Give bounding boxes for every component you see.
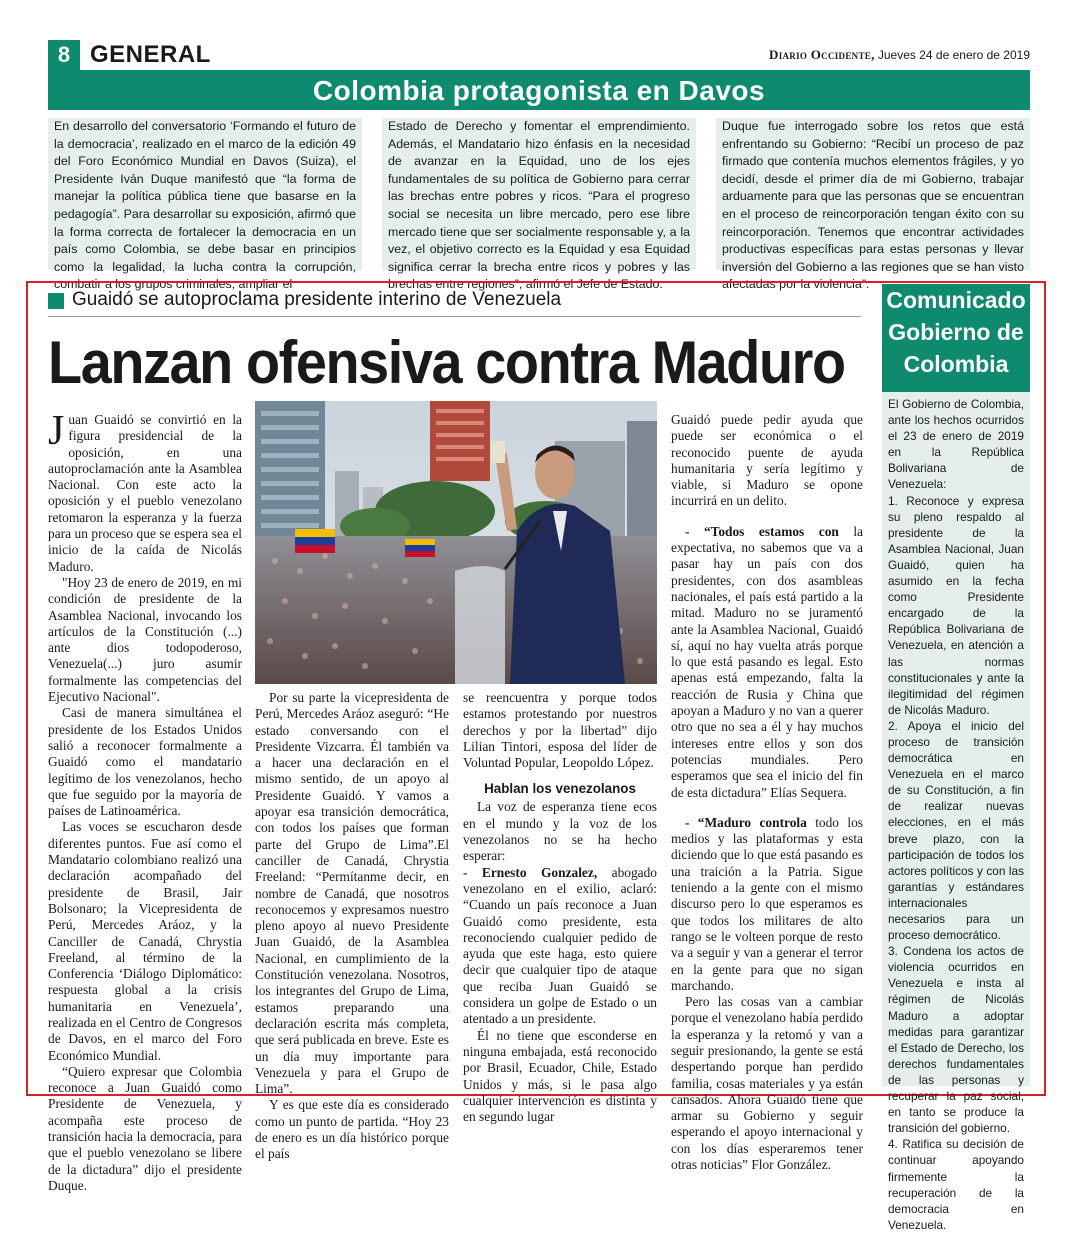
sidebar-title: Comunicado Gobierno de Colombia (882, 284, 1030, 392)
paragraph: - “Maduro controla todo los medios y las plataformas y esta diciendo que lo que está pasando es una traición a la Patria. Sigue teniendo a la gente con el mismo discurso pero lo que esperamos es que todos los militares de alto rango se le volteen porque de resto va a seguir y van a generar el terror en la gente para que no sigan marchando. (671, 814, 863, 993)
paragraph: Pero las cosas van a cambiar porque el venezolano había perdido la esperanza y la retomó y van a seguir presionando, la gente se está despertando porque han perdido familia, cosas materiales y ya están cansados. Ahora Guaidó tiene que armar su Gobierno y seguir esperando el apoyo internacional y con los días esperaremos tener otras noticias” Flor González. (671, 994, 863, 1173)
paragraph: se reencuentra y porque todos estamos protestando por nuestros derechos y por la libertad” dijo Lilian Tintori, esposa del líder de Voluntad Popular, Leopoldo López. (463, 690, 657, 771)
paragraph: - Ernesto Gonzalez, abogado venezolano en el exilio, aclaró: “Cuando un país reconoce a Juan Guaidó como presidente, esta reconociendo cualquier pedido de ayuda que este haga, esto quiere decir que cualquier tipo de ataque que reciba Juan Guaidó se considera un golpe de Estado o un atentado a un presidente. (463, 864, 657, 1027)
story-column-1 (48, 408, 242, 1193)
sidebar-item: 1. Reconoce y expresa su pleno respaldo al presidente de la Asamblea Nacional, Juan Guaidó, quien ha asumido en la fecha como Presidente encargado de la República Bolivariana de Venezuela, en atención a las normas constitucionales y ante la ilegitimidad del régimen de Nicolás Maduro. (888, 493, 1024, 717)
top-story-column-3: Duque fue interrogado sobre los retos que está enfrentando su Gobierno: “Recibí un proceso de paz firmado que contenía muchos elementos frágiles, y yo decidí, desde el primer día de mi Gobierno, trabajar arduamente para que las personas que se encuentran en el proceso de reincorporación tengan éxito con su reincorporación. Tenemos que encontrar actividades productivas específicas para estas personas y llevar inversión del Gobierno a las regiones que se han visto afectadas por la violencia”. (716, 118, 1030, 270)
sidebar-item: 4. Ratifica su decisión de continuar apoyando firmemente la recuperación de la democracia en Venezuela. (888, 1137, 1024, 1232)
sidebar-item: 3. Condena los actos de violencia ocurridos en Venezuela e insta al régimen de Nicolás Maduro a adoptar medidas para garantizar el Estado de Derecho, los derechos fundamentales de las personas y recuperar la paz social, en tanto se produce la transición del gobierno. (888, 944, 1024, 1136)
paragraph: “Quiero expresar que Colombia reconoce a Juan Guaidó como Presidente de Venezuela, y acompaña este proceso de transición hacia la democracia, para que el pueblo venezolano se libere de la dictadura” dijo el presidente Duque. (48, 1063, 242, 1193)
paragraph: - “Todos estamos con la expectativa, no sabemos que va a pasar hay un país con dos presidentes, con dos asambleas nacionales, el país está partido a la mitad. Maduro no se juramentó ante la Asamblea Nacional, Guaidó sí, aquí no hay vuelta atrás porque lo que está pasando es legal. Esto apenas está empezando, falta la reacción de Rusia y China que apoyan a Maduro y no van a querer otro que no sea a él y hay muchos intereses entre ellos y son dos potencias mundiales. Pero esperamos que sea el inicio del fin de esta dictadura” Elías Sequera. (671, 523, 863, 800)
top-story-banner: Colombia protagonista en Davos (48, 72, 1030, 110)
story-headline: Lanzan ofensiva contra Maduro (48, 329, 845, 396)
story-kicker: Guaidó se autoproclama presidente interino de Venezuela (72, 289, 562, 310)
masthead-info (769, 47, 1030, 63)
kicker-square-icon (48, 293, 64, 309)
paragraph: "Hoy 23 de enero de 2019, en mi condición de presidente de la Asamblea Nacional, invocando los artículos de la Constitución (...) ante dios todopoderoso, Venezuela(...) juro asumir formalmente las competencias del Ejecutivo Nacional". (48, 574, 242, 705)
paragraph: Casi de manera simultánea el presidente de los Estados Unidos salió a reconocer formalmente a Guaidó como el mandatario legítimo de los venezolanos, hecho que fue seguido por la mayoría de países de Latinoamérica. (48, 705, 242, 819)
story-column-2 (255, 690, 449, 1162)
issue-date: Jueves 24 de enero de 2019 (877, 48, 1030, 62)
newspaper-name: Diario Occidente, (769, 47, 875, 62)
paragraph: Él no tiene que esconderse en ninguna embajada, está reconocido por Brasil, Ecuador, Chile, Estado Unidos y más, si le pasa algo cualquier intervención es distinta y en segundo lugar (463, 1027, 657, 1125)
paragraph: Las voces se escucharon desde diferentes puntos. Fue así como el Mandatario colombiano realizó una declaración acompañado del presidente de Brasil, Jair Bolsonaro; la Vicepresidenta de Perú, Mercedes Aráoz, y la Canciller de Canadá, Chrystia Freeland, al término de la Conferencia ‘Diálogo Diplomático: respuesta global a la crisis humanitaria en Venezuela’, realizada en el Centro de Congresos de Davos, en el marco del Foro Económico Mundial. (48, 819, 242, 1063)
paragraph: Guaidó puede pedir ayuda que puede ser económica o el reconocido puente de ayuda humanitaria y sería legítimo y viable, si Maduro se opone incurrirá en un delito. (671, 412, 863, 509)
subheading: Hablan los venezolanos (484, 781, 636, 797)
sidebar-paragraph: El Gobierno de Colombia, ante los hechos ocurridos el 23 de enero de 2019 en la República Bolivariana de Venezuela: (888, 397, 1024, 492)
paragraph: Juan Guaidó se convirtió en la figura presidencial de la oposición, en una autoproclamación ante la Asamblea Nacional. Con este acto la oposición y el pueblo venezolano retomaron la esperanza y la fuerza para un proceso que se espera sea el inicio de la caída de Nicolás Maduro. (48, 408, 242, 574)
kicker-rule (48, 316, 861, 317)
page-number: 8 (48, 40, 80, 70)
drop-cap: J (48, 408, 65, 454)
story-column-3 (463, 690, 657, 1125)
sidebar-item: 2. Apoya el inicio del proceso de transición democrática en Venezuela en el marco de su Constitución, a fin de realizar nuevas elecciones, en el más breve plazo, con la participación de todos los actores políticos y con las garantías y estándares internacionales necesarios para un proceso democrático. (888, 718, 1024, 943)
paragraph: Y es que este día es considerado como un punto de partida. “Hoy 23 de enero es un día histórico porque el país (255, 1097, 449, 1162)
top-story-column-1: En desarrollo del conversatorio ‘Formando el futuro de la democracia’, realizado en el marco de la edición 49 del Foro Económico Mundial en Davos (Suiza), el Presidente Iván Duque manifestó que “la forma de manejar la política pública tiene que basarse en la pedagogía”. Para desarrollar su exposición, afirmó que la forma correcta de fortalecer la democracia en un país como Colombia, se debe basar en principios como la legalidad, la lucha contra la corrupción, combatir a los grupos criminales, ampliar el (48, 118, 362, 270)
top-story-column-2: Estado de Derecho y fomentar el emprendimiento. Además, el Mandatario hizo énfasis en la necesidad de avanzar en la Equidad, uno de los ejes fundamentales de su política de Gobierno para cerrar las brechas entre pobres y ricos. “Para el progreso social se necesita un libre mercado, pero ese libre mercado tiene que ser socialmente responsable y, a la vez, el objetivo correcto es la Equidad y esa Equidad significa cerrar la brecha entre ricos y pobres y las brechas entre regiones”, afirmó el Jefe de Estado. (382, 118, 696, 270)
paragraph: Por su parte la vicepresidenta de Perú, Mercedes Aráoz aseguró: “He estado conversando con el Presidente Vizcarra. Él también va a hacer una declaración en el mismo sentido, de un apoyo al Presidente Guaidó. Y vamos a apoyar esa transición democrática, con todos los países que forman parte del Grupo de Lima”.El canciller de Canadá, Chrystia Freeland: “Permítanme decir, en nombre de Canadá, que nosotros reconocemos y expresamos nuestro pleno apoyo al nuevo Presidente Juan Guaidó, de la Asamblea Nacional, en cumplimiento de la Constitución venezolana. Nosotros, los integrantes del Grupo de Lima, estamos preparando una declaración escrita más completa, que será publicada en breve. Este es un día muy importante para Venezuela y para el Grupo de Lima”. (255, 690, 449, 1097)
sidebar-body (882, 392, 1030, 1232)
story-column-4 (671, 412, 863, 1173)
section-title: GENERAL (90, 41, 211, 68)
news-photo (255, 401, 657, 684)
paragraph: La voz de esperanza tiene ecos en el mundo y la voz de los venezolanos no se ha hecho esperar: (463, 799, 657, 864)
